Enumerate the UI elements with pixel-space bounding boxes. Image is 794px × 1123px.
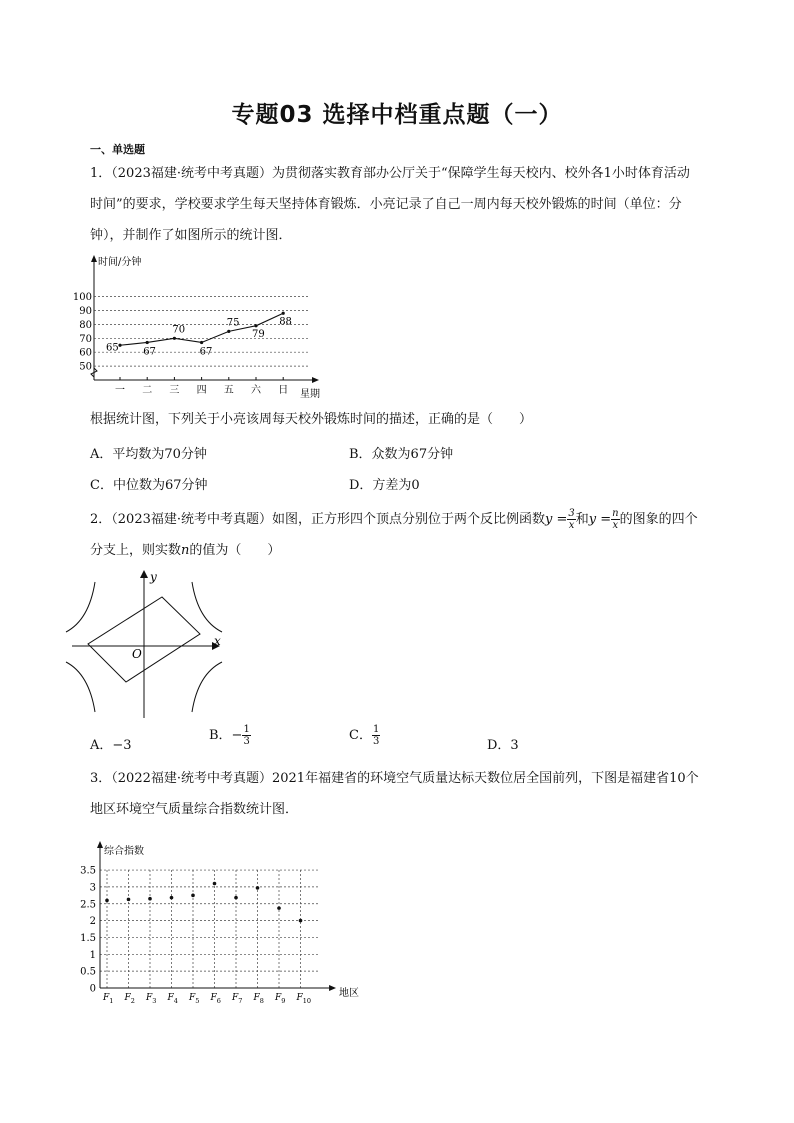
hyperbola-branch-3 [66, 662, 95, 712]
data-label: 75 [226, 317, 240, 329]
q1-question: 根据统计图，下列关于小亮该周每天校外锻炼时间的描述，正确的是（ ） [90, 412, 533, 427]
y-tick-label: 3 [89, 882, 96, 894]
q2-func1-prefix: y = [545, 512, 568, 527]
data-point [173, 337, 176, 340]
q2-option-c-num: 1 [372, 724, 380, 735]
q2-line-1 [90, 504, 730, 535]
y-arrow [140, 570, 148, 578]
q2-option-b-den: 3 [243, 736, 250, 747]
data-point [282, 312, 285, 315]
q2-option-a[interactable]: A．−3 [90, 738, 132, 753]
x-tick-label: 六 [251, 385, 261, 396]
q2-func2-fraction [611, 508, 619, 531]
x-tick-label: 日 [278, 385, 289, 396]
q1-stem [90, 158, 730, 251]
data-point [148, 897, 152, 901]
q2-line-2 [90, 535, 730, 566]
section-heading: 一、单选题 [90, 143, 145, 156]
hyperbola-branch-4 [192, 662, 222, 712]
x-tick-label: $F_4$ [167, 993, 178, 1005]
data-label: 70 [172, 324, 186, 336]
q2-func2-num: n [612, 508, 619, 519]
q1-option-a[interactable]: A．平均数为70分钟 [90, 447, 207, 462]
x-tick-label: 二 [142, 385, 153, 396]
q2-stem [90, 504, 730, 566]
data-point [213, 882, 217, 886]
x-tick-label: $F_3$ [146, 993, 157, 1005]
q2-func2-den: x [612, 520, 619, 531]
q2-text-post: 的图象的四个 [619, 512, 698, 527]
data-point [191, 894, 195, 898]
q2-func1-den: x [568, 520, 575, 531]
hyperbola-branch-2 [66, 582, 95, 632]
q2-line2-end: 的值为（ ） [189, 543, 281, 558]
x-tick-label: 五 [223, 385, 234, 396]
data-label: 67 [199, 346, 213, 358]
q2-connector: 和 [575, 512, 589, 527]
q1-line-3: 钟），并制作了如图所示的统计图． [90, 228, 292, 243]
y-axis-title: 综合指数 [104, 846, 144, 857]
y-axis-arrow [91, 255, 97, 262]
q2-option-c-prefix: C． [349, 728, 372, 743]
x-tick-label: $F_1$ [103, 993, 114, 1005]
x-tick-label: $F_2$ [124, 993, 135, 1005]
x-tick-label: 一 [115, 385, 125, 396]
data-point [127, 898, 131, 902]
x-tick-label: 四 [196, 385, 207, 396]
y-axis-arrow [97, 841, 103, 848]
data-label: 79 [252, 328, 265, 340]
x-axis-arrow [312, 377, 319, 383]
y-tick-label: 60 [79, 347, 92, 359]
x-tick-label: $F_{10}$ [296, 993, 312, 1005]
x-axis-label: x [214, 634, 221, 648]
y-axis-title: 时间/分钟 [98, 257, 142, 268]
q2-option-c[interactable] [349, 724, 380, 747]
data-point [256, 886, 260, 890]
q2-option-c-fraction [372, 724, 380, 747]
q2-line2-text: 分支上，则实数 [90, 543, 182, 558]
origin-label: O [132, 647, 142, 661]
q2-option-b-num: 1 [243, 724, 250, 735]
q2-option-d[interactable]: D．3 [487, 738, 519, 753]
y-tick-label: 3.5 [80, 865, 96, 877]
q1-line-2: 时间”的要求，学校要求学生每天坚持体育锻炼．小亮记录了自己一周内每天校外锻炼的时间（单位：分 [90, 197, 682, 212]
y-axis-label: y [150, 570, 157, 584]
y-tick-label: 2.5 [80, 899, 96, 911]
x-axis-title: 星期 [300, 389, 320, 400]
hyperbola-square-diagram [70, 570, 230, 720]
y-tick-label: 90 [79, 306, 92, 317]
scatter-chart-air-quality [70, 838, 360, 1008]
data-point [170, 896, 174, 900]
hyperbola-branch-1 [192, 582, 222, 632]
q1-option-b[interactable]: B．众数为67分钟 [349, 447, 454, 462]
q3-stem [90, 763, 730, 825]
data-label: 65 [106, 342, 119, 354]
y-tick-label: 70 [79, 333, 92, 345]
data-point [234, 896, 238, 900]
data-point [227, 330, 230, 333]
x-tick-label: $F_8$ [253, 993, 264, 1005]
data-point [105, 899, 109, 903]
x-tick-label: 三 [169, 385, 180, 396]
data-point [299, 919, 303, 923]
x-axis-title: 地区 [339, 988, 360, 999]
y-tick-label: 2 [89, 916, 96, 928]
y-tick-label: 1 [89, 949, 96, 961]
x-tick-label: $F_9$ [275, 993, 286, 1005]
q2-func2-prefix: y = [588, 512, 612, 527]
q2-option-b-fraction [242, 724, 250, 747]
data-point [118, 344, 121, 347]
q1-option-c[interactable]: C．中位数为67分钟 [90, 478, 208, 493]
q1-option-d[interactable]: D．方差为0 [349, 478, 420, 493]
y-tick-label: 0.5 [80, 966, 96, 978]
page-title: 专题03 选择中档重点题（一） [231, 102, 563, 128]
data-point [200, 341, 203, 344]
y-tick-label: 100 [72, 292, 92, 304]
data-label: 67 [143, 346, 156, 358]
y-tick-label: 50 [79, 361, 92, 373]
q2-text-pre: 2．（2023福建·统考中考真题）如图，正方形四个顶点分别位于两个反比例函数 [90, 512, 545, 527]
x-tick-label: $F_5$ [189, 993, 200, 1005]
line-chart-exercise-time [72, 252, 340, 402]
q2-func1-num: 3 [568, 508, 575, 519]
x-tick-label: $F_6$ [210, 993, 221, 1005]
q1-line-1: 1．（2023福建·统考中考真题）为贯彻落实教育部办公厅关于“保障学生每天校内、校外各1小时体育活动 [90, 166, 690, 181]
y-tick-label: 0 [89, 983, 96, 995]
q2-option-b[interactable] [209, 724, 251, 747]
x-tick-label: $F_7$ [232, 993, 243, 1005]
q2-option-b-prefix: B．− [209, 728, 243, 743]
data-point [277, 906, 281, 910]
q2-func1-fraction [567, 508, 575, 531]
y-tick-label: 80 [79, 319, 92, 331]
data-point [254, 324, 257, 327]
q3-line-2: 地区环境空气质量综合指数统计图． [90, 802, 299, 817]
q2-option-c-den: 3 [372, 736, 380, 747]
x-axis-arrow [329, 985, 336, 991]
q3-line-1: 3．（2022福建·统考中考真题）2021年福建省的环境空气质量达标天数位居全国前列，下图是福建省10个 [90, 771, 699, 786]
q2-variable-n: n [181, 543, 190, 558]
data-point [146, 341, 149, 344]
y-tick-label: 1.5 [80, 932, 96, 944]
data-label: 88 [279, 316, 292, 328]
